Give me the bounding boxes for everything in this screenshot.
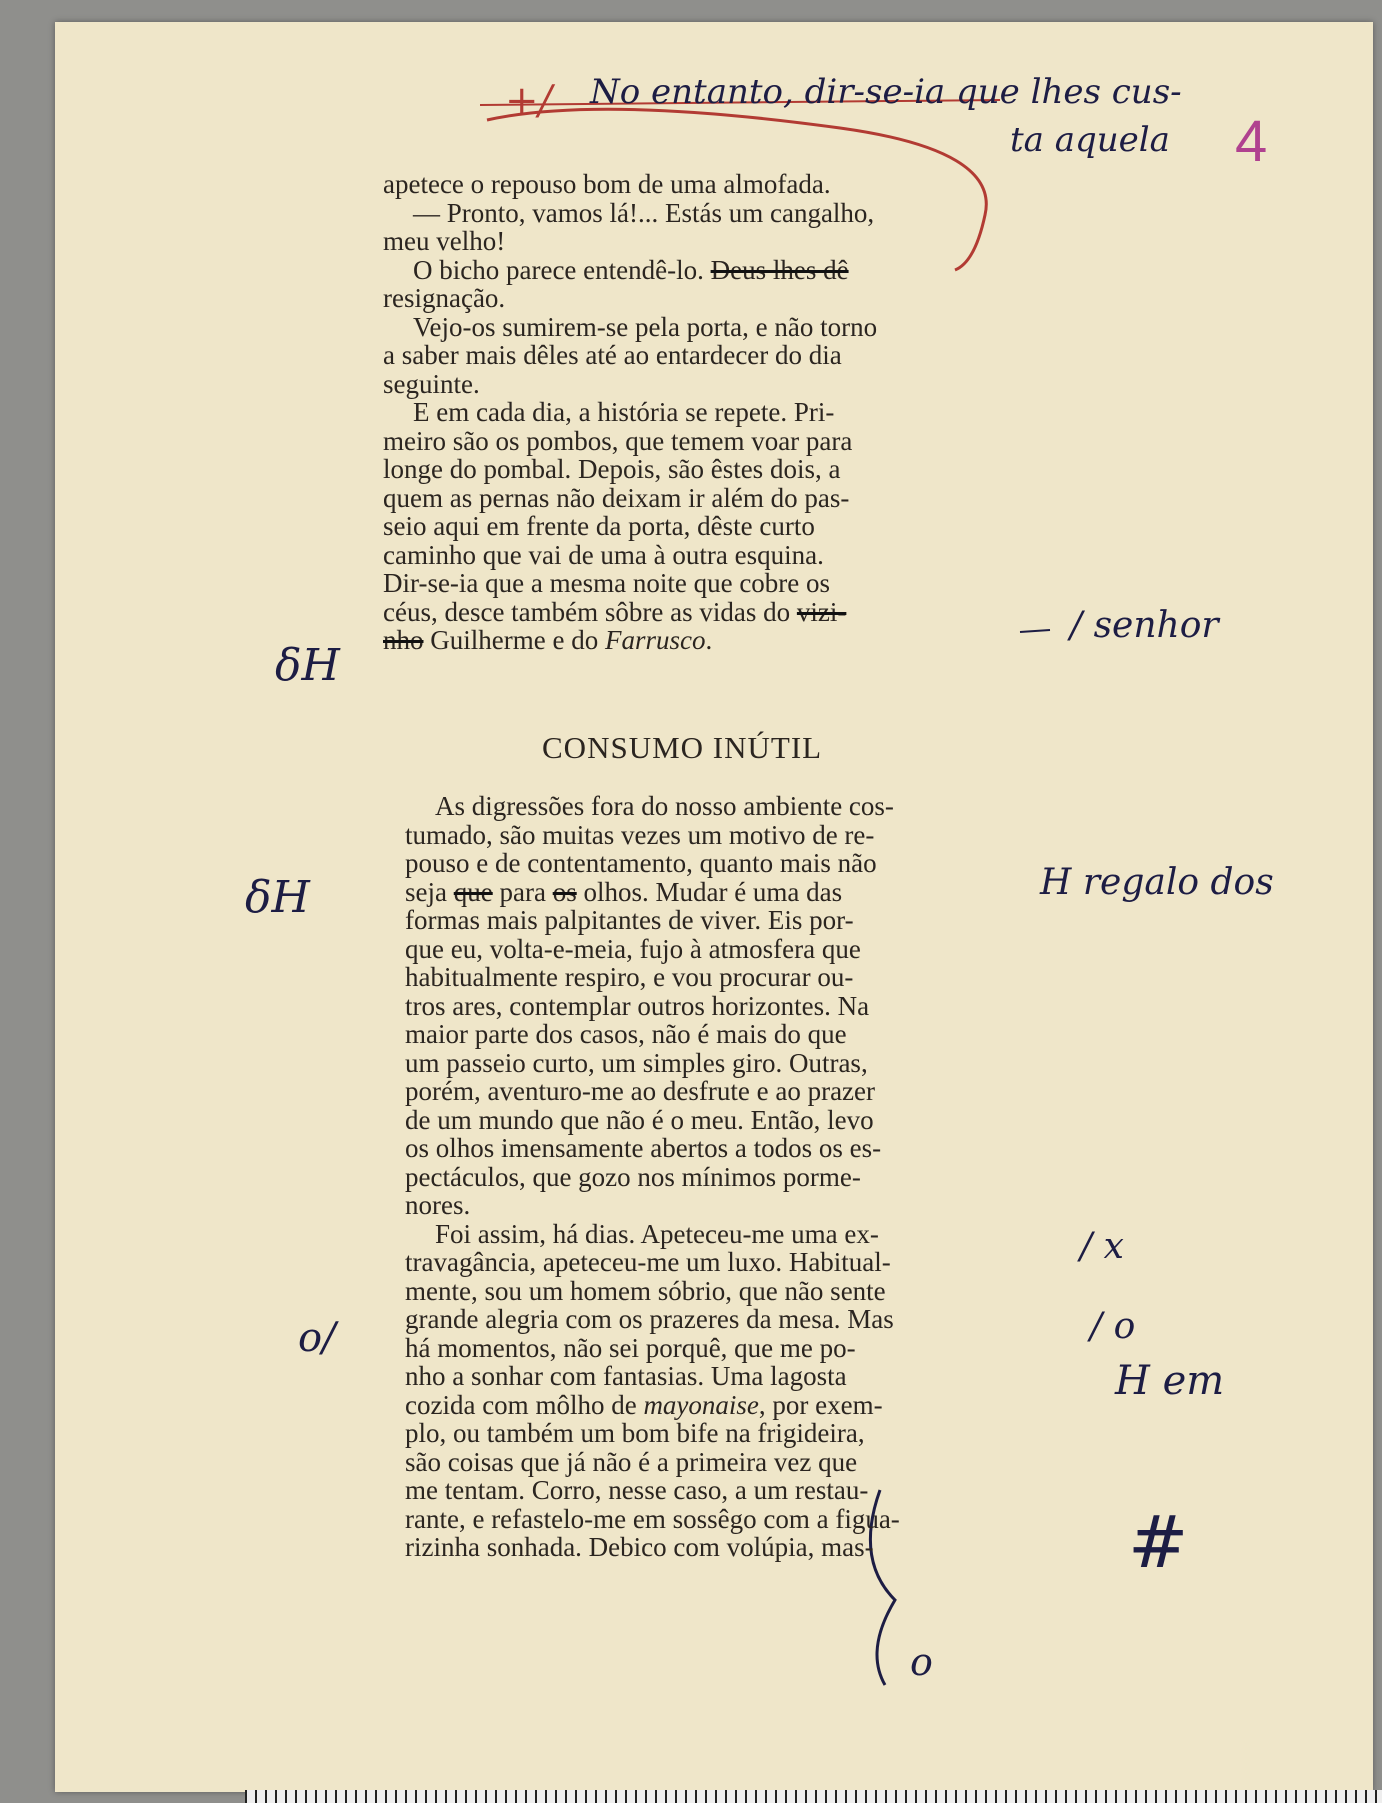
text-run: As digressões fora do nosso ambiente cos- tumado, são muitas vezes um motivo de re- pouso e de contentamento, quanto mais não seja	[405, 791, 894, 907]
margin-note-left-1: δH	[275, 640, 340, 691]
paragraph	[383, 170, 1003, 199]
margin-note-left-2: δH	[245, 872, 310, 923]
text-run: apetece o repouso bom de uma almofada.	[383, 169, 831, 199]
top-annotation-line1: No entanto, dir-se-ia que lhes cus-	[590, 72, 1182, 112]
top-annotation-mark: +/	[505, 78, 552, 124]
text-run: Guilherme e do	[423, 625, 605, 655]
top-annotation-line2: ta aquela	[1010, 120, 1170, 160]
text-run: , por exem- plo, ou também um bom bife na frigideira, são coisas que já não é a primeira vez que me tentam. Corro, nesse caso, a um restau- rante, e refastelo-me em sossêgo com a figua- rizinha sonhada. Debico com volúpia, mas-	[405, 1389, 900, 1562]
section2-text	[405, 792, 1025, 1562]
margin-note-right-2: H regalo dos	[1040, 862, 1274, 903]
measurement-scale	[245, 1790, 1382, 1803]
italic-word: mayonaise	[643, 1389, 759, 1420]
text-run: .	[705, 625, 713, 655]
section-title: CONSUMO INÚTIL	[542, 730, 823, 765]
paragraph	[383, 313, 1003, 399]
margin-note-right-6: #	[1128, 1500, 1189, 1584]
italic-word: Farrusco	[604, 625, 706, 655]
paragraph	[405, 792, 1025, 1220]
bottom-insertion: o	[910, 1640, 933, 1684]
struck-word: os	[552, 876, 577, 907]
text-run: Foi assim, há dias. Apeteceu-me uma ex- travagância, apeteceu-me um luxo. Habitual- mente, sou um homem sóbrio, que não sente grande alegria com os prazeres da mesa. Mas há momentos, não sei porquê, que me po- nho a sonhar com fantasias. Uma lagosta cozida com môlho de	[405, 1218, 894, 1420]
text-run: Vejo-os sumirem-se pela porta, e não torno a saber mais dêles até ao entardecer do dia seguinte.	[383, 311, 878, 399]
margin-note-right-1: / senhor	[1070, 605, 1219, 646]
margin-note-right-5: H em	[1115, 1358, 1225, 1404]
paragraph	[383, 256, 1003, 313]
text-run: resignação.	[383, 283, 506, 313]
struck-word: Deus lhes dê	[710, 254, 849, 285]
margin-note-left-3: o/	[298, 1315, 336, 1361]
paragraph	[383, 199, 1003, 256]
paragraph	[405, 1220, 1025, 1562]
struck-word: nho	[383, 625, 424, 655]
margin-note-right-3: / x	[1080, 1226, 1124, 1267]
page-number: 4	[1235, 109, 1268, 174]
text-run: — Pronto, vamos lá!... Estás um cangalho, meu velho!	[383, 197, 875, 256]
margin-dash	[1020, 630, 1050, 632]
text-run: olhos. Mudar é uma das formas mais palpitantes de viver. Eis por- que eu, volta-e-meia, fujo à atmosfera que habitualmente respiro, e vou procurar ou- tros ares, contemplar outros horizontes. Na maior parte dos casos, não é mais do que um passeio curto, um simples giro. Outras, porém, aventuro-me ao desfrute e ao prazer de um mundo que não é o meu. Então, levo os olhos imensamente abertos a todos os es- pectáculos, que gozo nos mínimos porme- nores.	[405, 876, 882, 1220]
text-run: E em cada dia, a história se repete. Pri- meiro são os pombos, que temem voar para longe do pombal. Depois, são êstes dois, a quem as pernas não deixam ir além do pas- seio aqui em frente da porta, dêste curto caminho que vai de uma à outra esquina. Dir-se-ia que a mesma noite que cobre os céus, desce também sôbre as vidas do	[383, 397, 853, 627]
text-run: O bicho parece entendê-lo.	[413, 254, 711, 285]
struck-word: vizi-	[796, 596, 847, 627]
margin-note-right-4: / o	[1090, 1306, 1136, 1347]
section1-text	[383, 170, 1003, 655]
struck-word: que	[453, 876, 493, 907]
paragraph	[383, 398, 1003, 655]
text-run: para	[492, 876, 553, 907]
